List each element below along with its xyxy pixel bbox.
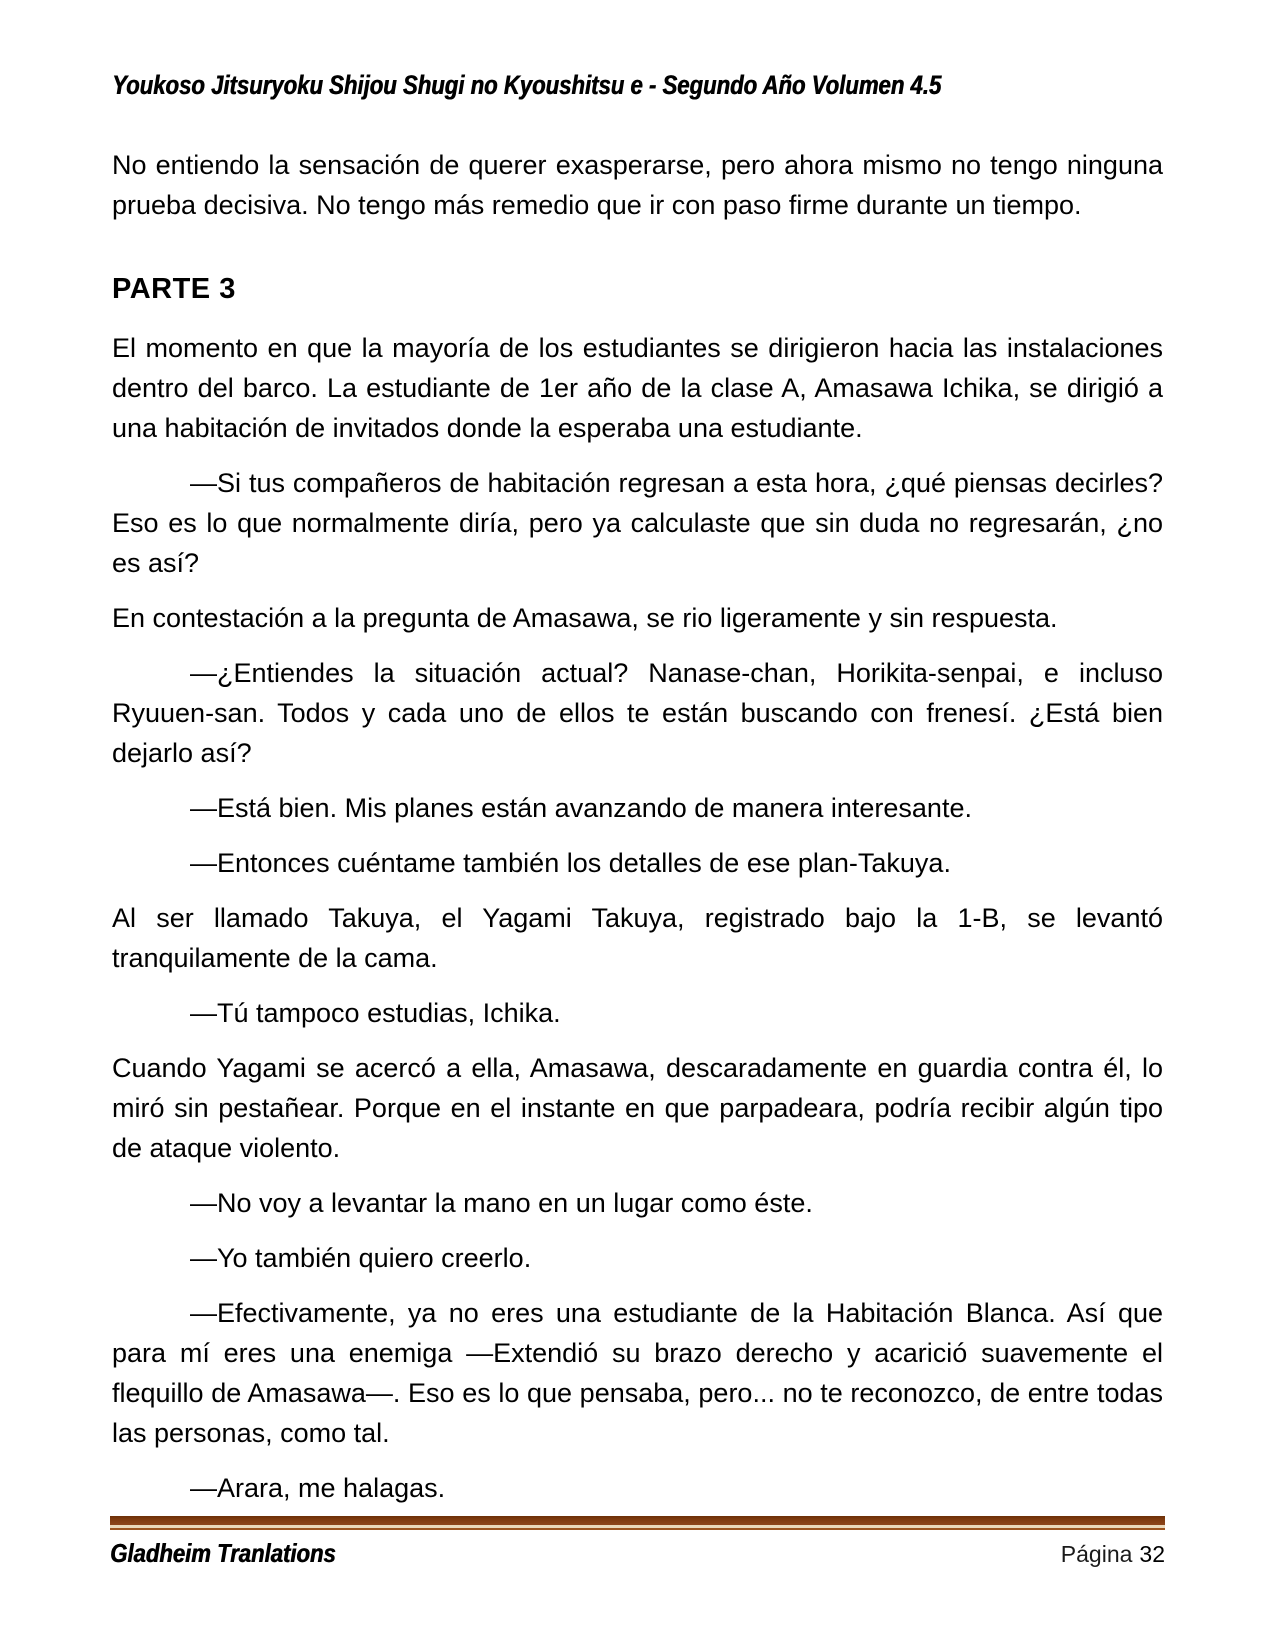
paragraph-dialogue: —Efectivamente, ya no eres una estudiante de la Habitación Blanca. Así que para mí eres una enemiga —Extendió su brazo derecho y acarició suavemente el flequillo de Amasawa—. Eso es lo que pensaba, pero... no te reconozco, de entre todas las personas, como tal. <box>112 1298 1163 1448</box>
paragraph-dialogue: —Tú tampoco estudias, Ichika. <box>190 998 561 1028</box>
paragraph-narration: El momento en que la mayoría de los estudiantes se dirigieron hacia las instalaciones dentro del barco. La estudiante de 1er año de la clase A, Amasawa Ichika, se dirigió a una habitación de invitados donde la esperaba una estudiante. <box>112 333 1163 443</box>
page-number-value: 32 <box>1139 1541 1165 1567</box>
paragraph-dialogue: —Está bien. Mis planes están avanzando de manera interesante. <box>190 793 972 823</box>
translator-brand: Gladheim Tranlations <box>110 1538 336 1568</box>
paragraph-narration: Al ser llamado Takuya, el Yagami Takuya, registrado bajo la 1-B, se levantó tranquilamente de la cama. <box>112 903 1163 973</box>
paragraph-narration: No entiendo la sensación de querer exasperarse, pero ahora mismo no tengo ninguna prueba decisiva. No tengo más remedio que ir con paso firme durante un tiempo. <box>112 150 1163 220</box>
paragraph-dialogue: —Yo también quiero creerlo. <box>190 1243 532 1273</box>
paragraph-narration: En contestación a la pregunta de Amasawa, se rio ligeramente y sin respuesta. <box>112 603 1058 633</box>
paragraph-dialogue: —No voy a levantar la mano en un lugar como éste. <box>190 1188 813 1218</box>
paragraph-dialogue: —¿Entiendes la situación actual? Nanase-chan, Horikita-senpai, e incluso Ryuuen-san. Todos y cada uno de ellos te están buscando con frenesí. ¿Está bien dejarlo así? <box>112 658 1163 768</box>
page-number-label: Página <box>1060 1541 1133 1567</box>
page-footer <box>110 1516 1165 1569</box>
footer-divider-thick-bar <box>110 1516 1165 1525</box>
page-number <box>1061 1541 1165 1568</box>
footer-divider <box>110 1516 1165 1530</box>
body-text <box>112 145 1163 1508</box>
running-header-title: Youkoso Jitsuryoku Shijou Shugi no Kyoushitsu e - Segundo Año Volumen 4.5 <box>112 70 942 100</box>
paragraph-dialogue: —Entonces cuéntame también los detalles de ese plan-Takuya. <box>190 848 951 878</box>
section-heading: PARTE 3 <box>112 273 236 305</box>
footer-divider-thin-line <box>110 1528 1165 1530</box>
paragraph-narration: Cuando Yagami se acercó a ella, Amasawa, descaradamente en guardia contra él, lo miró sin pestañear. Porque en el instante en que parpadeara, podría recibir algún tipo de ataque violento. <box>112 1053 1163 1163</box>
paragraph-dialogue: —Arara, me halagas. <box>190 1473 446 1503</box>
footer-row <box>110 1538 1165 1569</box>
paragraph-dialogue: —Si tus compañeros de habitación regresan a esta hora, ¿qué piensas decirles? Eso es lo que normalmente diría, pero ya calculaste que sin duda no regresarán, ¿no es así? <box>112 468 1163 578</box>
